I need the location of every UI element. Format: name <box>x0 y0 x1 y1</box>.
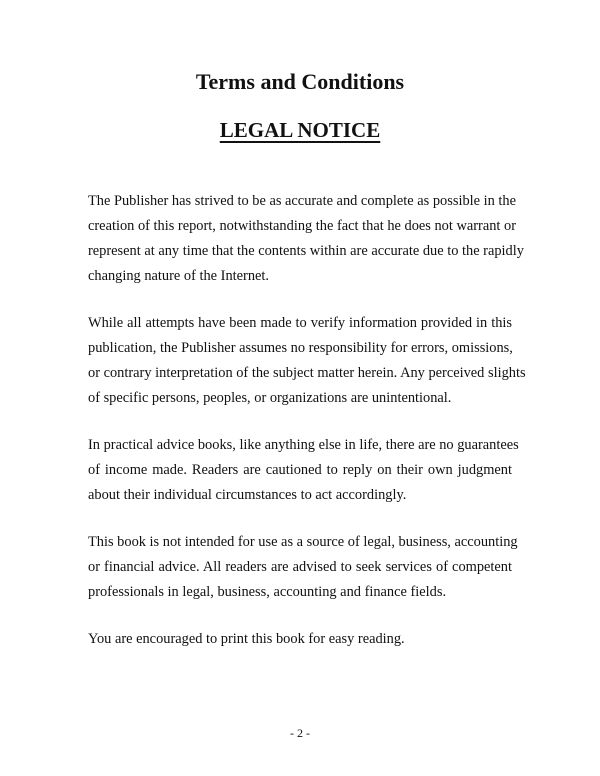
paragraph-line: This book is not intended for use as a source of legal, business, accounting <box>88 534 518 550</box>
paragraph-line: changing nature of the Internet. <box>88 268 270 284</box>
page-title: Terms and Conditions <box>195 69 405 94</box>
paragraph-line: publication, the Publisher assumes no responsibility for errors, omissions, <box>88 340 513 356</box>
paragraph-line: represent at any time that the contents within are accurate due to the rapidly <box>88 243 524 259</box>
paragraph-advice <box>88 530 518 605</box>
paragraph-accuracy <box>88 189 524 289</box>
paragraph-line: The Publisher has strived to be as accurate and complete as possible in the <box>88 193 516 209</box>
paragraph-responsibility <box>88 311 526 411</box>
paragraph-line: of income made. Readers are cautioned to reply on their own judgment <box>88 462 512 478</box>
legal-notice-heading-text: LEGAL NOTICE <box>219 118 381 142</box>
paragraph-line: In practical advice books, like anything else in life, there are no guarantees <box>88 437 519 453</box>
page-number: - 2 - <box>290 726 310 740</box>
paragraph-line: While all attempts have been made to verify information provided in this <box>88 315 512 331</box>
legal-notice-heading <box>0 116 600 144</box>
paragraph-line: or contrary interpretation of the subject matter herein. Any perceived slights <box>88 365 526 381</box>
paragraph-line: creation of this report, notwithstanding the fact that he does not warrant or <box>88 218 516 234</box>
paragraph-line: or financial advice. All readers are advised to seek services of competent <box>88 559 512 575</box>
paragraph-guarantees <box>88 433 519 508</box>
body-text <box>88 189 526 674</box>
paragraph-print <box>88 627 512 652</box>
paragraph-line: You are encouraged to print this book for easy reading. <box>88 631 405 647</box>
paragraph-line: of specific persons, peoples, or organizations are unintentional. <box>88 390 452 406</box>
paragraph-line: about their individual circumstances to act accordingly. <box>88 487 407 503</box>
paragraph-line: professionals in legal, business, accounting and finance fields. <box>88 584 447 600</box>
